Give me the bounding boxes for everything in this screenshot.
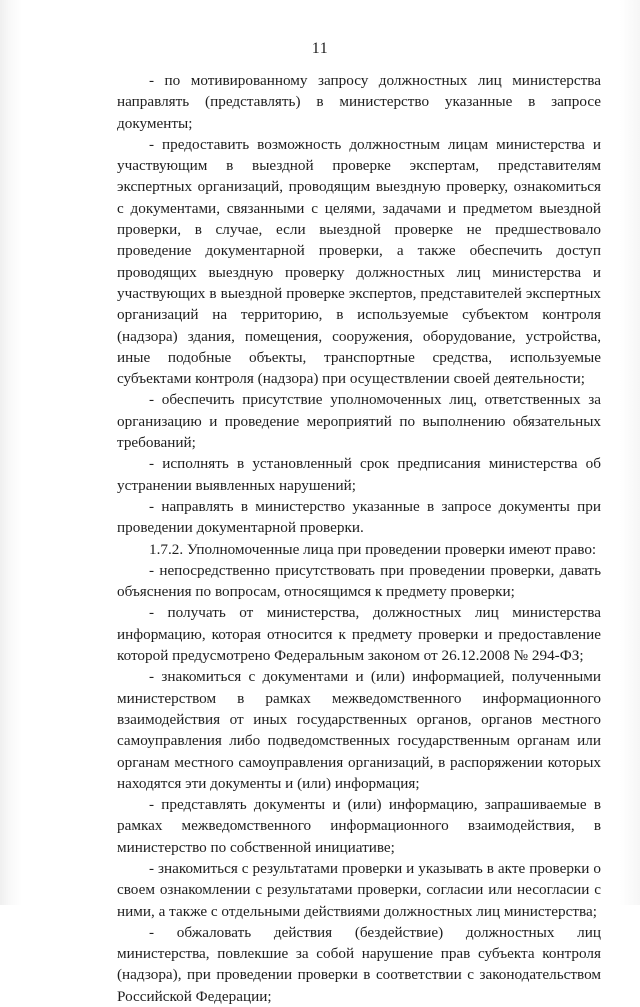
paragraph-ensure-presence: - обеспечить присутствие уполномоченных лиц, ответственных за организацию и проведение мероприятий по выполнению обязательных требований;	[117, 391, 601, 452]
paragraph-appeal-actions: - обжаловать действия (бездействие) должностных лиц министерства, повлекшие за собой нарушение прав субъекта контроля (надзора), при проведении проверки в соответствии с законодательством Российской Федерации;	[117, 923, 601, 1005]
paragraph-receive-information: - получать от министерства, должностных лиц министерства информацию, которая относится к предмету проверки и предоставление которой предусмотрено Федеральным законом от 26.12.2008 № 294-ФЗ;	[117, 604, 601, 665]
paragraph-provide-documents: - по мотивированному запросу должностных лиц министерства направлять (представлять) в министерство указанные в запросе документы;	[117, 72, 601, 132]
paragraph-review-results: - знакомиться с результатами проверки и указывать в акте проверки о своем ознакомлении с результатами проверки, согласии или несогласии с ними, а также с отдельными действиями должностных лиц министерства;	[117, 859, 601, 920]
paragraph-review-documents: - знакомиться с документами и (или) информацией, полученными министерством в рамках межведомственного информационного взаимодействия от иных государственных органов, органов местного самоуправления либо подведомственных государственным органам или органам местного самоуправления организаций, в распоряжении которых находятся эти документы и (или) информация;	[117, 668, 601, 792]
document-body	[117, 70, 601, 1007]
paragraph-submit-documents: - представлять документы и (или) информацию, запрашиваемые в рамках межведомственного информационного взаимодействия, в министерство по собственной инициативе;	[117, 796, 601, 856]
paragraph-be-present: - непосредственно присутствовать при проведении проверки, давать объяснения по вопросам, относящимся к предмету проверки;	[117, 561, 601, 601]
page-number: 11	[311, 40, 329, 57]
paragraph-section-1-7-2: 1.7.2. Уполномоченные лица при проведении проверки имеют право:	[149, 540, 597, 558]
paragraph-send-documents: - направлять в министерство указанные в запросе документы при проведении документарной проверки.	[117, 497, 601, 537]
paragraph-execute-orders: - исполнять в установленный срок предписания министерства об устранении выявленных нарушений;	[117, 455, 601, 494]
paragraph-access-for-inspection: - предоставить возможность должностным лицам министерства и участвующим в выездной проверке экспертам, представителям экспертных организаций, проводящим выездную проверку, ознакомиться с документами, связанными с целями, задачами и предметом выездной проверки, в случае, если выездной проверке не предшествовало проведение документарной проверки, а также обеспечить доступ проводящих выездную проверку должностных лиц министерства и участвующих в выездной проверке экспертов, представителей экспертных организаций на территорию, в используемые субъектом контроля (надзора) здания, помещения, сооружения, оборудование, устройства, иные подобные объекты, транспортные средства, используемые субъектами контроля (надзора) при осуществлении своей деятельности;	[117, 135, 601, 388]
